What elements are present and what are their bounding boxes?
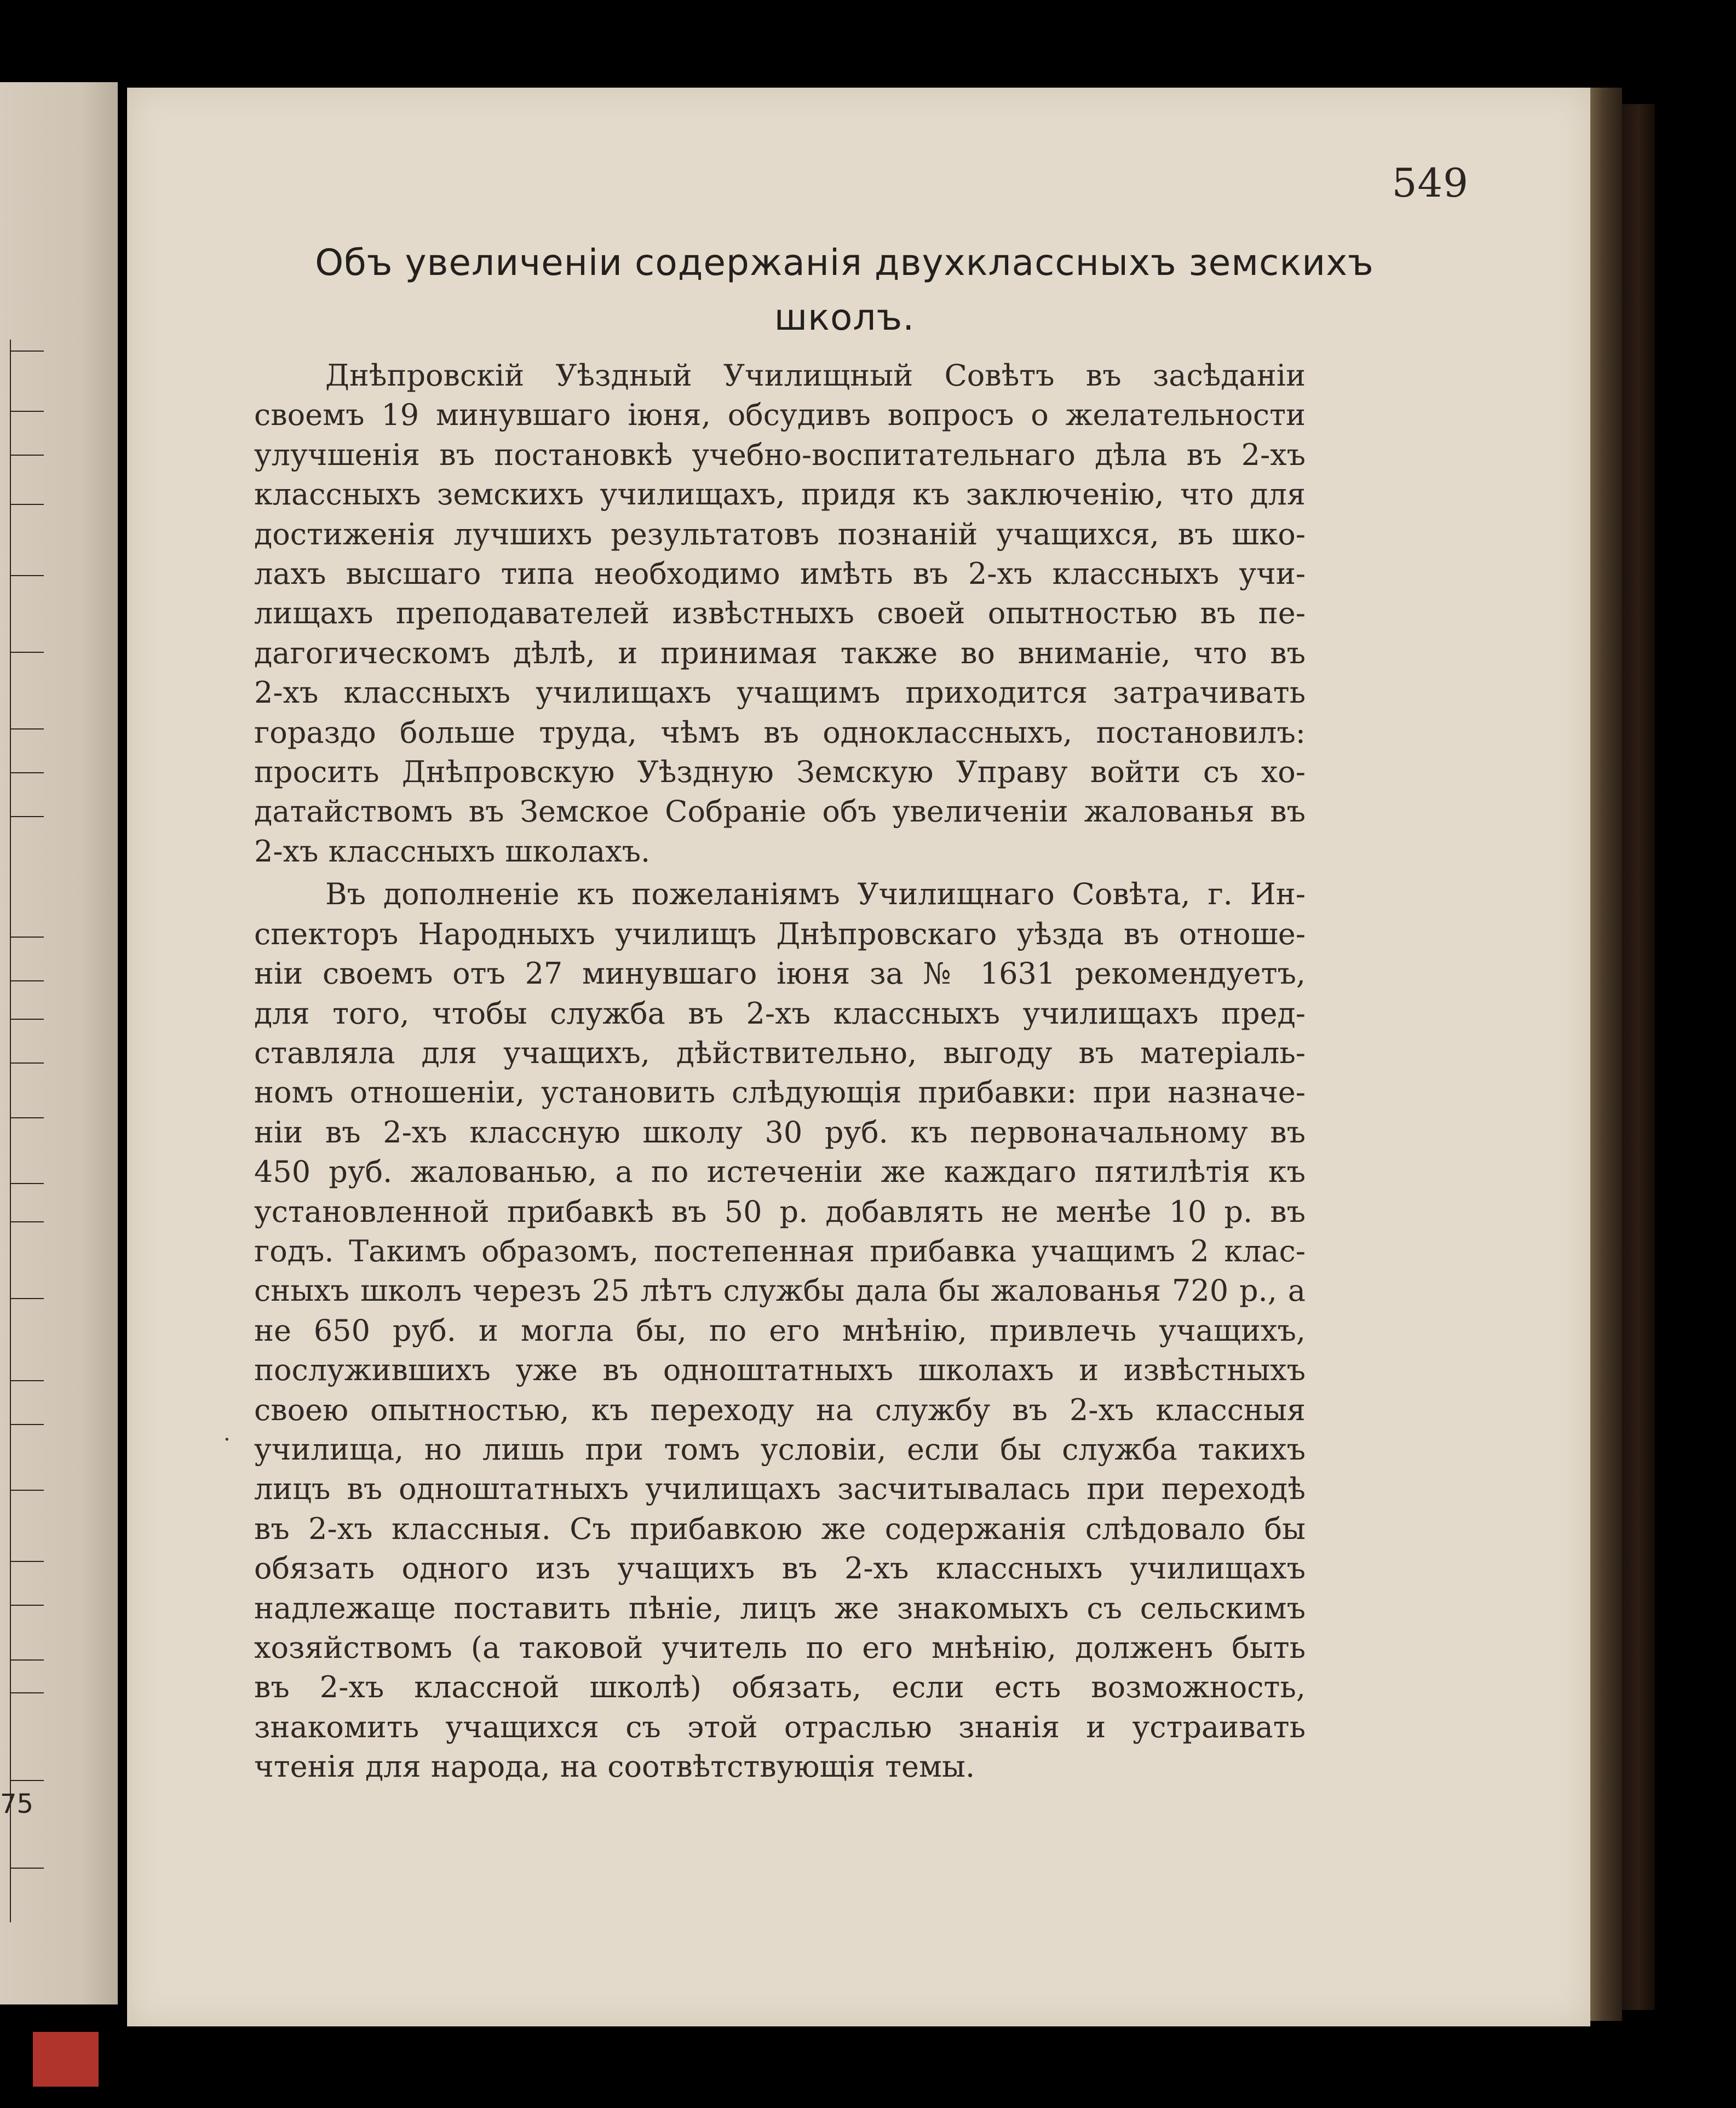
paragraph-1 xyxy=(254,356,1306,871)
left-page-tick xyxy=(11,575,44,576)
page-number: 549 xyxy=(1392,160,1469,206)
binding-edge xyxy=(1590,88,1622,2021)
text-line: установленной прибавкѣ въ 50 р. добавлять не менѣе 10 р. въ xyxy=(254,1194,1306,1229)
margin-dot: · xyxy=(223,1427,231,1452)
left-page-tick xyxy=(11,1692,44,1693)
text-line: для того, чтобы служба въ 2-хъ классныхъ училищахъ пред- xyxy=(254,996,1306,1031)
left-page-tick xyxy=(11,455,44,456)
left-page-tick xyxy=(11,937,44,938)
text-line: сныхъ школъ черезъ 25 лѣтъ службы дала бы жалованья 720 р., а xyxy=(254,1273,1306,1308)
left-facing-page-edge xyxy=(0,82,118,2004)
left-page-tick xyxy=(11,980,44,981)
left-page-tick xyxy=(11,1424,44,1425)
left-page-tick xyxy=(11,351,44,352)
left-page-tick xyxy=(11,1490,44,1491)
paragraph-2 xyxy=(254,875,1306,1787)
left-page-tick xyxy=(11,1561,44,1562)
text-line: спекторъ Народныхъ училищъ Днѣпровскаго уѣзда въ отноше- xyxy=(254,916,1306,951)
left-page-tick xyxy=(11,1062,44,1064)
text-line: классныхъ земскихъ училищахъ, придя къ заключенію, что для xyxy=(254,477,1306,512)
text-line: 450 руб. жалованью, а по истеченіи же каждаго пятилѣтія къ xyxy=(254,1154,1306,1190)
left-page-tick xyxy=(11,1183,44,1184)
left-page-red-edge xyxy=(33,2032,99,2087)
text-line: своею опытностью, къ переходу на службу въ 2-хъ классныя xyxy=(254,1392,1306,1427)
text-line: въ 2-хъ классной школѣ) обязать, если есть возможность, xyxy=(254,1670,1306,1705)
text-line: лищахъ преподавателей извѣстныхъ своей опытностью въ пе- xyxy=(254,596,1306,631)
text-line: послужившихъ уже въ одноштатныхъ школахъ и извѣстныхъ xyxy=(254,1353,1306,1388)
left-page-tick xyxy=(11,1868,44,1869)
text-line: Въ дополненіе къ пожеланіямъ Училищнаго Совѣта, г. Ин- xyxy=(325,877,1306,912)
text-line: надлежаще поставить пѣніе, лицъ же знакомыхъ съ сельскимъ xyxy=(254,1590,1306,1625)
text-line: знакомить учащихся съ этой отраслью знанія и устраивать xyxy=(254,1709,1306,1744)
text-line: гораздо больше труда, чѣмъ въ одноклассныхъ, постановилъ: xyxy=(254,715,1306,750)
left-page-tick xyxy=(11,1380,44,1381)
text-line: номъ отношеніи, установить слѣдующія прибавки: при назначе- xyxy=(254,1075,1306,1110)
text-line: 2-хъ классныхъ школахъ. xyxy=(254,834,651,869)
text-line: ніи своемъ отъ 27 минувшаго іюня за № 1631 рекомендуетъ, xyxy=(254,956,1306,991)
text-line: просить Днѣпровскую Уѣздную Земскую Управу войти съ хо- xyxy=(254,755,1306,790)
text-line: не 650 руб. и могла бы, по его мнѣнію, привлечь учащихъ, xyxy=(254,1313,1306,1348)
text-line: училища, но лишь при томъ условіи, если бы служба такихъ xyxy=(254,1432,1306,1467)
left-page-tick xyxy=(11,1605,44,1606)
left-page-tick xyxy=(11,1117,44,1118)
text-line: годъ. Такимъ образомъ, постепенная прибавка учащимъ 2 клас- xyxy=(254,1233,1306,1268)
text-line: чтенія для народа, на соотвѣтствующія темы. xyxy=(254,1749,975,1784)
text-line: достиженія лучшихъ результатовъ познаній учащихся, въ шко- xyxy=(254,516,1306,552)
left-page-tick xyxy=(11,772,44,773)
text-line: лицъ въ одноштатныхъ училищахъ засчитывалась при переходѣ xyxy=(254,1472,1306,1507)
left-page-tick xyxy=(11,1019,44,1020)
cover-edge xyxy=(1622,104,1655,2010)
text-line: обязать одного изъ учащихъ въ 2-хъ классныхъ училищахъ xyxy=(254,1551,1306,1586)
left-page-number: 75 xyxy=(0,1789,34,1819)
text-line: хозяйствомъ (а таковой учитель по его мнѣнію, долженъ быть xyxy=(254,1630,1306,1665)
title-line-2: школъ. xyxy=(774,296,915,338)
left-page-tick xyxy=(11,504,44,505)
text-line: дагогическомъ дѣлѣ, и принимая также во вниманіе, что въ xyxy=(254,635,1306,670)
left-page-tick xyxy=(11,1298,44,1299)
article-body xyxy=(254,356,1306,1787)
text-line: въ 2-хъ классныя. Съ прибавкою же содержанія слѣдовало бы xyxy=(254,1511,1306,1546)
left-page-tick xyxy=(11,1780,44,1781)
left-page-tick xyxy=(11,652,44,653)
text-line: 2-хъ классныхъ училищахъ учащимъ приходится затрачивать xyxy=(254,675,1306,710)
book-page xyxy=(127,88,1590,2026)
text-line: Днѣпровскій Уѣздный Училищный Совѣтъ въ засѣданіи xyxy=(325,358,1306,393)
text-line: ніи въ 2-хъ классную школу 30 руб. къ первоначальному въ xyxy=(254,1115,1306,1150)
left-page-tick xyxy=(11,411,44,412)
text-line: лахъ высшаго типа необходимо имѣть въ 2-хъ классныхъ учи- xyxy=(254,556,1306,591)
left-page-table-rule xyxy=(10,340,11,1922)
text-line: ставляла для учащихъ, дѣйствительно, выгоду въ матеріаль- xyxy=(254,1035,1306,1070)
text-line: улучшенія въ постановкѣ учебно-воспитательнаго дѣла въ 2-хъ xyxy=(254,437,1306,472)
left-page-tick xyxy=(11,816,44,817)
title-line-1: Объ увеличеніи содержанія двухклассныхъ земскихъ xyxy=(315,242,1374,284)
left-page-tick xyxy=(11,728,44,730)
left-page-tick xyxy=(11,1221,44,1222)
article-title xyxy=(275,236,1414,345)
text-line: датайствомъ въ Земское Собраніе объ увеличеніи жалованья въ xyxy=(254,794,1306,829)
left-page-tick xyxy=(11,1659,44,1661)
text-line: своемъ 19 минувшаго іюня, обсудивъ вопросъ о желательности xyxy=(254,398,1306,433)
